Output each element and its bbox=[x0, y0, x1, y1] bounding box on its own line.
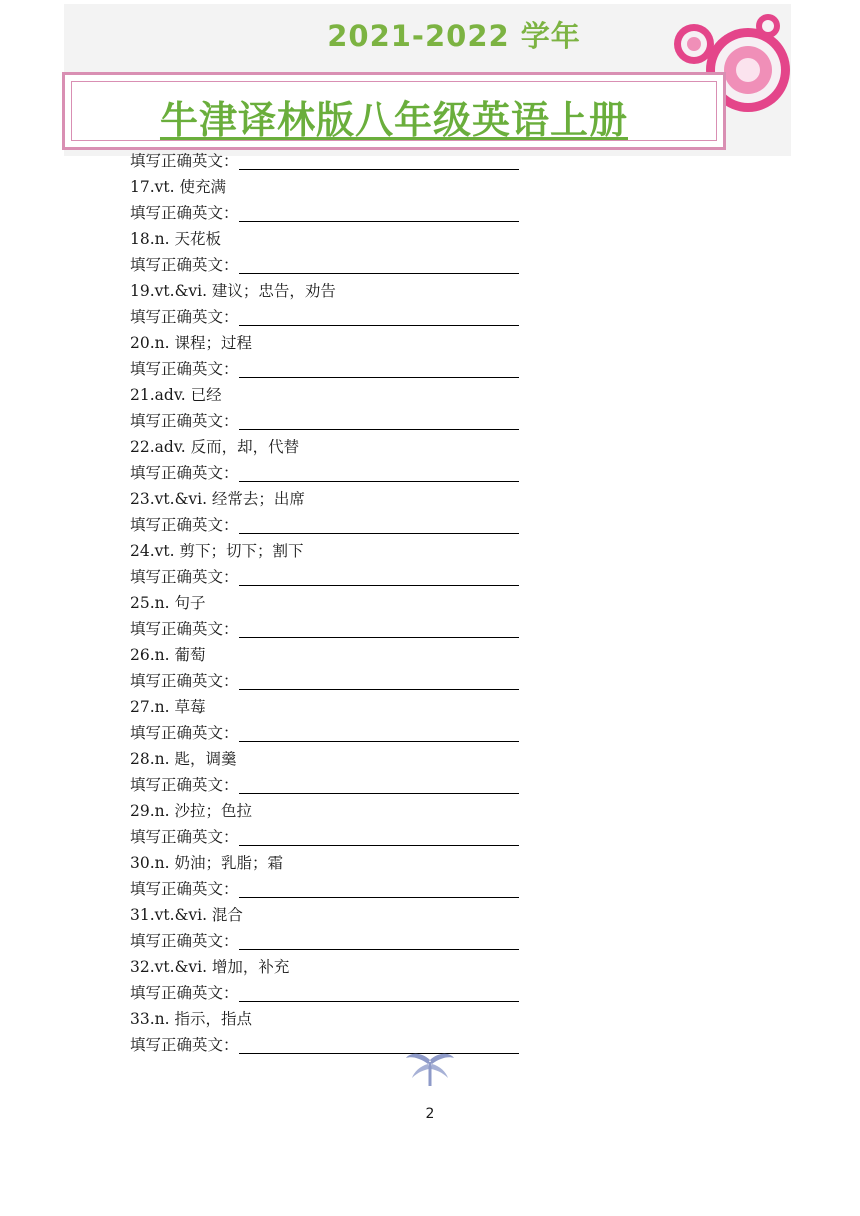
answer-blank[interactable] bbox=[239, 309, 519, 326]
fill-label: 填写正确英文： bbox=[130, 308, 239, 326]
vocab-term: 33.n. 指示，指点 bbox=[130, 1010, 252, 1028]
vocab-term: 25.n. 句子 bbox=[130, 594, 206, 612]
answer-blank[interactable] bbox=[239, 257, 519, 274]
answer-blank[interactable] bbox=[239, 153, 519, 170]
answer-blank[interactable] bbox=[239, 413, 519, 430]
page-number: 2 bbox=[425, 1106, 435, 1122]
vocab-term: 26.n. 葡萄 bbox=[130, 646, 206, 664]
answer-blank[interactable] bbox=[239, 465, 519, 482]
fill-line bbox=[130, 668, 550, 694]
fill-label: 填写正确英文： bbox=[130, 724, 239, 742]
fill-line bbox=[130, 616, 550, 642]
fill-label: 填写正确英文： bbox=[130, 880, 239, 898]
fill-line bbox=[130, 148, 550, 174]
fill-line bbox=[130, 1032, 550, 1058]
fill-label: 填写正确英文： bbox=[130, 620, 239, 638]
vocabulary-list bbox=[130, 148, 550, 1058]
leaf-ornament-icon bbox=[404, 1050, 456, 1088]
fill-line bbox=[130, 876, 550, 902]
vocab-term: 28.n. 匙，调羹 bbox=[130, 750, 237, 768]
fill-label: 填写正确英文： bbox=[130, 672, 239, 690]
answer-blank[interactable] bbox=[239, 881, 519, 898]
answer-blank[interactable] bbox=[239, 1037, 519, 1054]
fill-line bbox=[130, 720, 550, 746]
fill-line bbox=[130, 980, 550, 1006]
answer-blank[interactable] bbox=[239, 985, 519, 1002]
answer-blank[interactable] bbox=[239, 205, 519, 222]
vocab-term: 20.n. 课程；过程 bbox=[130, 334, 252, 352]
fill-line bbox=[130, 252, 550, 278]
answer-blank[interactable] bbox=[239, 673, 519, 690]
fill-label: 填写正确英文： bbox=[130, 360, 239, 378]
fill-label: 填写正确英文： bbox=[130, 932, 239, 950]
vocab-term: 23.vt.&vi. 经常去；出席 bbox=[130, 490, 305, 508]
fill-label: 填写正确英文： bbox=[130, 1036, 239, 1054]
answer-blank[interactable] bbox=[239, 933, 519, 950]
fill-line bbox=[130, 564, 550, 590]
year-label: 2021-2022 学年 bbox=[327, 19, 581, 53]
fill-label: 填写正确英文： bbox=[130, 412, 239, 430]
fill-line bbox=[130, 772, 550, 798]
answer-blank[interactable] bbox=[239, 829, 519, 846]
vocab-term: 32.vt.&vi. 增加，补充 bbox=[130, 958, 290, 976]
fill-label: 填写正确英文： bbox=[130, 464, 239, 482]
vocab-term: 24.vt. 剪下；切下；割下 bbox=[130, 542, 304, 560]
answer-blank[interactable] bbox=[239, 569, 519, 586]
answer-blank[interactable] bbox=[239, 725, 519, 742]
vocab-term: 17.vt. 使充满 bbox=[130, 178, 226, 196]
fill-line bbox=[130, 304, 550, 330]
vocab-term: 30.n. 奶油；乳脂；霜 bbox=[130, 854, 283, 872]
answer-blank[interactable] bbox=[239, 517, 519, 534]
vocab-term: 19.vt.&vi. 建议；忠告，劝告 bbox=[130, 282, 336, 300]
fill-label: 填写正确英文： bbox=[130, 984, 239, 1002]
fill-label: 填写正确英文： bbox=[130, 568, 239, 586]
fill-label: 填写正确英文： bbox=[130, 776, 239, 794]
title-frame bbox=[62, 72, 726, 150]
fill-line bbox=[130, 200, 550, 226]
fill-label: 填写正确英文： bbox=[130, 516, 239, 534]
fill-label: 填写正确英文： bbox=[130, 204, 239, 222]
vocab-term: 29.n. 沙拉；色拉 bbox=[130, 802, 252, 820]
document-title: 牛津译林版八年级英语上册 bbox=[159, 98, 628, 142]
fill-line bbox=[130, 512, 550, 538]
vocab-term: 22.adv. 反而，却，代替 bbox=[130, 438, 300, 456]
fill-line bbox=[130, 824, 550, 850]
vocab-term: 18.n. 天花板 bbox=[130, 230, 221, 248]
fill-line bbox=[130, 460, 550, 486]
answer-blank[interactable] bbox=[239, 621, 519, 638]
answer-blank[interactable] bbox=[239, 361, 519, 378]
vocab-term: 21.adv. 已经 bbox=[130, 386, 222, 404]
vocab-term: 27.n. 草莓 bbox=[130, 698, 206, 716]
fill-line bbox=[130, 356, 550, 382]
vocab-term: 31.vt.&vi. 混合 bbox=[130, 906, 243, 924]
fill-label: 填写正确英文： bbox=[130, 152, 239, 170]
fill-label: 填写正确英文： bbox=[130, 256, 239, 274]
answer-blank[interactable] bbox=[239, 777, 519, 794]
fill-line bbox=[130, 928, 550, 954]
fill-line bbox=[130, 408, 550, 434]
fill-label: 填写正确英文： bbox=[130, 828, 239, 846]
